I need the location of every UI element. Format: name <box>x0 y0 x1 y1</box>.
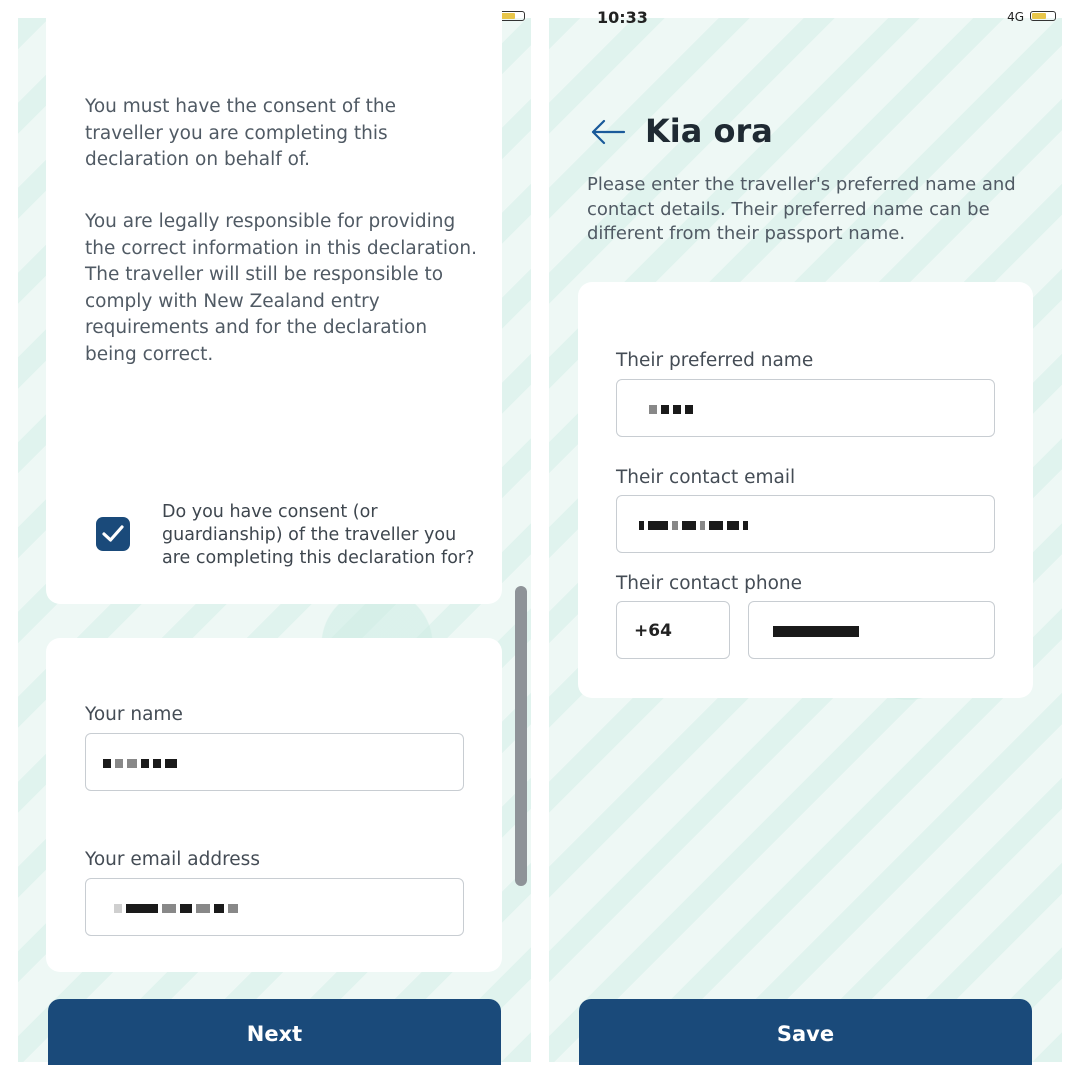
next-button[interactable]: Next <box>48 999 501 1065</box>
preferred-name-input[interactable] <box>616 379 995 437</box>
scrollbar[interactable] <box>515 586 527 886</box>
battery-icon <box>499 11 525 21</box>
phone-country-code: +64 <box>634 621 672 641</box>
page-title: Kia ora <box>645 112 773 150</box>
phone-country-code-input[interactable] <box>616 601 730 659</box>
battery-icon <box>1030 11 1056 21</box>
redacted-value <box>114 898 242 917</box>
back-arrow-icon[interactable] <box>590 118 626 146</box>
redacted-value <box>103 753 181 772</box>
contact-phone-label: Their contact phone <box>616 573 803 594</box>
your-email-input[interactable] <box>85 878 464 936</box>
consent-paragraph: You must have the consent of the traveller you are completing this declaration on behalf of. <box>85 96 396 170</box>
right-screen <box>549 8 1062 1062</box>
contact-email-input[interactable] <box>616 495 995 553</box>
checkmark-icon <box>101 523 125 545</box>
your-name-label: Your name <box>85 704 183 725</box>
phone-number-input[interactable] <box>748 601 995 659</box>
left-screen <box>18 18 531 1062</box>
save-button[interactable]: Save <box>579 999 1032 1065</box>
status-bar <box>549 8 1062 28</box>
intro-text: Please enter the traveller's preferred name and contact details. Their preferred name can be different from their passport name. <box>587 174 1016 244</box>
signal-indicator: 4G <box>1007 10 1024 24</box>
your-email-label: Your email address <box>85 849 260 870</box>
responsibility-paragraph: You are legally responsible for providing the correct information in this declaration. The traveller will still be responsible to comply with New Zealand entry requirements and for the declaration being correct. <box>85 211 477 365</box>
preferred-name-label: Their preferred name <box>616 350 814 371</box>
redacted-value <box>639 515 752 534</box>
redacted-value <box>649 399 697 418</box>
your-name-input[interactable] <box>85 733 464 791</box>
consent-checkbox[interactable] <box>96 517 130 551</box>
status-time: 10:33 <box>597 8 648 27</box>
contact-email-label: Their contact email <box>616 467 796 488</box>
consent-checkbox-label: Do you have consent (or guardianship) of the traveller you are completing this declaration for? <box>162 502 475 568</box>
redacted-value <box>773 621 863 640</box>
